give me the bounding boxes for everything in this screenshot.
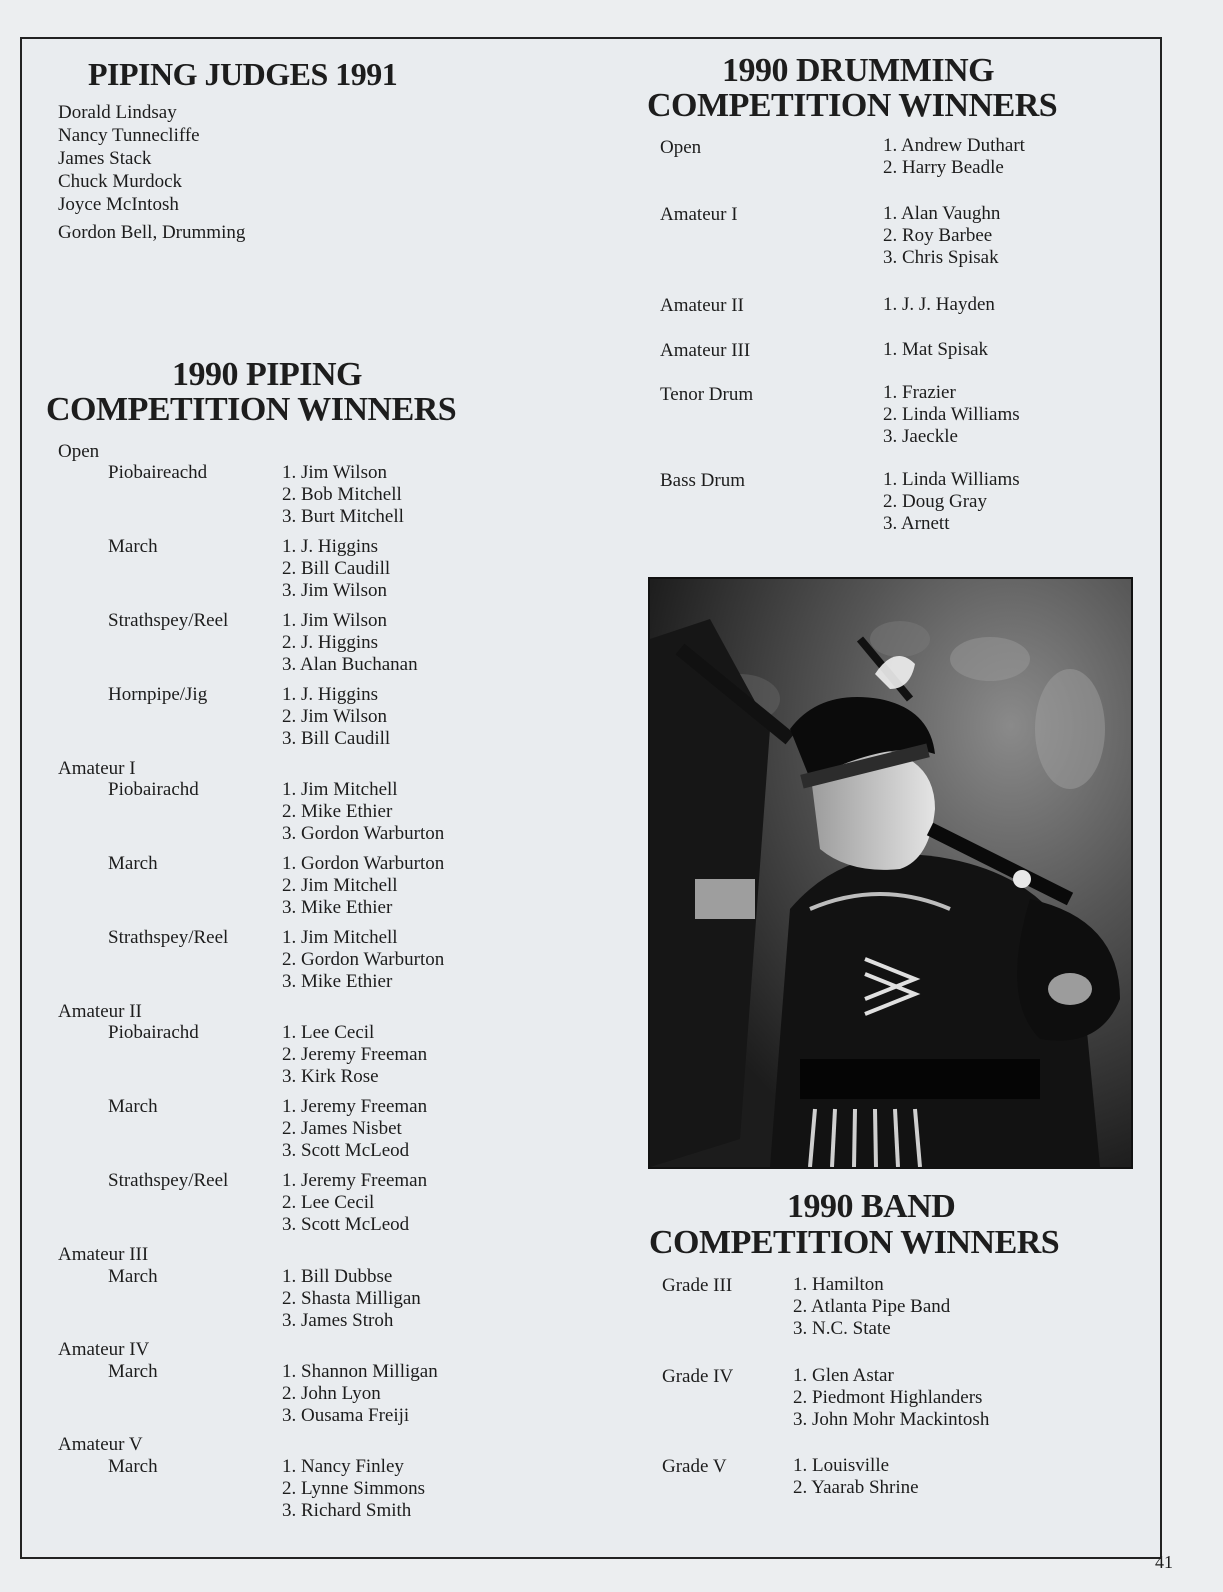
- result: 2. John Lyon: [282, 1383, 381, 1404]
- result: 3. Alan Buchanan: [282, 654, 418, 675]
- piping-title-line1: 1990 PIPING: [172, 356, 362, 393]
- judges-list: [58, 101, 245, 244]
- result-list: [883, 294, 995, 316]
- result-list: [793, 1455, 919, 1499]
- result: 1. Jim Mitchell: [282, 927, 398, 948]
- category-amateur-1: Amateur I: [58, 758, 136, 779]
- result: 3. Scott McLeod: [282, 1140, 410, 1161]
- result-list: [282, 1361, 438, 1427]
- result: 3. John Mohr Mackintosh: [793, 1409, 990, 1430]
- result-list: [282, 536, 390, 602]
- drum-category: Amateur I: [660, 204, 738, 225]
- result: 1. Jeremy Freeman: [282, 1170, 428, 1191]
- result: 1. Mat Spisak: [883, 339, 989, 360]
- result: 1. Lee Cecil: [282, 1022, 375, 1043]
- event-name: Piobairachd: [108, 779, 199, 800]
- band-grade: Grade IV: [662, 1366, 734, 1387]
- result: 2. Mike Ethier: [282, 801, 393, 822]
- result-list: [282, 1456, 425, 1522]
- drum-category: Bass Drum: [660, 470, 745, 491]
- result-list: [793, 1274, 950, 1340]
- drumming-judge: Gordon Bell, Drumming: [58, 222, 246, 243]
- result: 2. Jim Wilson: [282, 706, 387, 727]
- result: 3. Ousama Freiji: [282, 1405, 410, 1426]
- event-name: March: [108, 1096, 158, 1117]
- result: 2. Yaarab Shrine: [793, 1477, 919, 1498]
- result: 1. Gordon Warburton: [282, 853, 445, 874]
- result: 1. Louisville: [793, 1455, 890, 1476]
- piper-photo: [648, 577, 1133, 1169]
- result: 3. James Stroh: [282, 1310, 394, 1331]
- result-list: [282, 1096, 427, 1162]
- result: 1. Shannon Milligan: [282, 1361, 438, 1382]
- judge-name: Chuck Murdock: [58, 171, 183, 192]
- judge-name: Dorald Lindsay: [58, 102, 177, 123]
- band-grade: Grade III: [662, 1275, 733, 1296]
- event-name: March: [108, 853, 158, 874]
- result: 3. Scott McLeod: [282, 1214, 410, 1235]
- result: 3. Kirk Rose: [282, 1066, 379, 1087]
- category-amateur-5: Amateur V: [58, 1434, 143, 1455]
- result-list: [282, 1170, 427, 1236]
- result: 1. Jim Wilson: [282, 462, 387, 483]
- result-list: [282, 462, 404, 528]
- result: 2. Roy Barbee: [883, 225, 993, 246]
- result: 3. Mike Ethier: [282, 971, 393, 992]
- event-name: Piobaireachd: [108, 462, 208, 483]
- result: 3. N.C. State: [793, 1318, 891, 1339]
- result: 1. Jeremy Freeman: [282, 1096, 428, 1117]
- result: 1. Hamilton: [793, 1274, 884, 1295]
- result: 2. Jeremy Freeman: [282, 1044, 428, 1065]
- result: 3. Jaeckle: [883, 426, 958, 447]
- result-list: [282, 853, 444, 919]
- result: 2. Linda Williams: [883, 404, 1020, 425]
- result: 2. Harry Beadle: [883, 157, 1004, 178]
- result: 2. Atlanta Pipe Band: [793, 1296, 951, 1317]
- event-name: Strathspey/Reel: [108, 927, 229, 948]
- result: 2. Bob Mitchell: [282, 484, 402, 505]
- result-list: [883, 135, 1025, 179]
- result-list: [883, 339, 988, 361]
- result: 3. Arnett: [883, 513, 950, 534]
- event-name: Strathspey/Reel: [108, 610, 229, 631]
- band-title-line1: 1990 BAND: [787, 1188, 956, 1225]
- result-list: [793, 1365, 989, 1431]
- result-list: [883, 203, 1000, 269]
- result: 3. Mike Ethier: [282, 897, 393, 918]
- drumming-title-line1: 1990 DRUMMING: [722, 52, 995, 89]
- result: 1. Linda Williams: [883, 469, 1020, 490]
- result: 2. Lynne Simmons: [282, 1478, 426, 1499]
- result-list: [282, 684, 390, 750]
- drum-category: Amateur III: [660, 340, 751, 361]
- result: 3. Richard Smith: [282, 1500, 412, 1521]
- result: 3. Jim Wilson: [282, 580, 387, 601]
- event-name: March: [108, 1361, 158, 1382]
- drum-category: Tenor Drum: [660, 384, 754, 405]
- result: 1. Alan Vaughn: [883, 203, 1001, 224]
- result: 1. J. J. Hayden: [883, 294, 995, 315]
- result: 2. Gordon Warburton: [282, 949, 445, 970]
- result-list: [883, 382, 1020, 448]
- event-name: March: [108, 536, 158, 557]
- drum-category: Open: [660, 137, 702, 158]
- result: 1. J. Higgins: [282, 684, 379, 705]
- judges-title: PIPING JUDGES 1991: [88, 56, 398, 92]
- result: 2. Bill Caudill: [282, 558, 391, 579]
- result: 3. Chris Spisak: [883, 247, 999, 268]
- result: 2. James Nisbet: [282, 1118, 402, 1139]
- result: 1. Frazier: [883, 382, 956, 403]
- piping-title-line2: COMPETITION WINNERS: [46, 391, 457, 428]
- category-amateur-2: Amateur II: [58, 1001, 142, 1022]
- result: 1. Jim Wilson: [282, 610, 387, 631]
- band-title-line2: COMPETITION WINNERS: [649, 1224, 1060, 1261]
- page-number: 41: [1155, 1552, 1173, 1572]
- result: 2. Jim Mitchell: [282, 875, 398, 896]
- judge-name: James Stack: [58, 148, 152, 169]
- result: 3. Burt Mitchell: [282, 506, 404, 527]
- category-amateur-3: Amateur III: [58, 1244, 149, 1265]
- result: 2. Piedmont Highlanders: [793, 1387, 983, 1408]
- result: 1. J. Higgins: [282, 536, 379, 557]
- judge-name: Nancy Tunnecliffe: [58, 125, 200, 146]
- event-name: Hornpipe/Jig: [108, 684, 208, 705]
- event-name: March: [108, 1266, 158, 1287]
- event-name: March: [108, 1456, 158, 1477]
- result: 2. Lee Cecil: [282, 1192, 375, 1213]
- band-grade: Grade V: [662, 1456, 727, 1477]
- result: 2. J. Higgins: [282, 632, 379, 653]
- result-list: [883, 469, 1020, 535]
- result: 1. Nancy Finley: [282, 1456, 404, 1477]
- result: 1. Andrew Duthart: [883, 135, 1025, 156]
- event-name: Strathspey/Reel: [108, 1170, 229, 1191]
- result: 2. Doug Gray: [883, 491, 987, 512]
- result: 1. Glen Astar: [793, 1365, 894, 1386]
- result: 1. Bill Dubbse: [282, 1266, 393, 1287]
- result-list: [282, 1022, 427, 1088]
- judge-name: Joyce McIntosh: [58, 194, 179, 215]
- result-list: [282, 610, 418, 676]
- result-list: [282, 1266, 421, 1332]
- category-amateur-4: Amateur IV: [58, 1339, 150, 1360]
- result-list: [282, 779, 444, 845]
- result: 3. Gordon Warburton: [282, 823, 445, 844]
- result: 3. Bill Caudill: [282, 728, 391, 749]
- category-open: Open: [58, 441, 100, 462]
- drumming-title-line2: COMPETITION WINNERS: [647, 87, 1058, 124]
- result-list: [282, 927, 444, 993]
- drum-category: Amateur II: [660, 295, 744, 316]
- event-name: Piobairachd: [108, 1022, 199, 1043]
- result: 1. Jim Mitchell: [282, 779, 398, 800]
- result: 2. Shasta Milligan: [282, 1288, 421, 1309]
